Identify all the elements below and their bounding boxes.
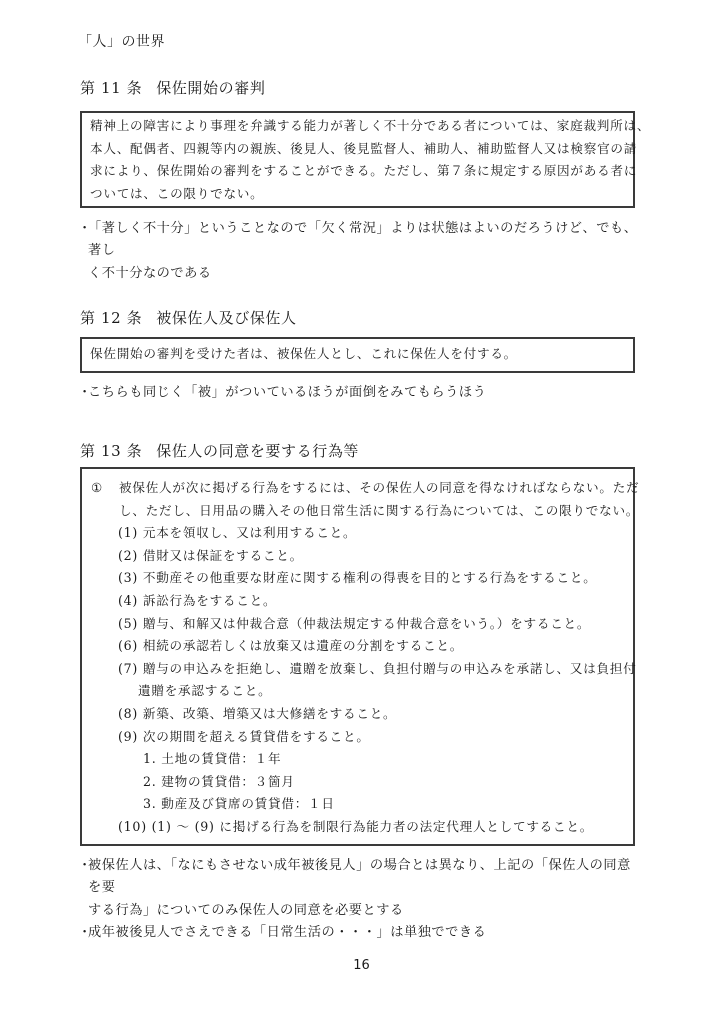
item-label: (7) [118, 660, 139, 676]
list-item [90, 545, 625, 568]
item-label: (4) [118, 592, 139, 608]
list-item [90, 726, 625, 749]
note-item [78, 855, 643, 922]
note-line: する行為」についてのみ保佐人の同意を必要とする [88, 902, 404, 918]
article-number: 第 11 条 [80, 79, 143, 97]
document-header-title: 「人」の世界 [78, 34, 165, 50]
bullet-marker: ・ [78, 221, 92, 236]
bullet-marker: ・ [78, 858, 92, 873]
list-item [90, 567, 625, 590]
article-12-text-box [80, 337, 635, 373]
sub-list-item: 1. 土地の賃貸借：１年 [143, 751, 282, 767]
item-text: 借財又は保証をすること。 [142, 547, 303, 563]
article-12-note [78, 382, 643, 404]
note-item [78, 922, 643, 944]
note-line: く不十分なのである [88, 265, 212, 281]
article-13-text-box [80, 467, 640, 846]
note-line: 「著しく不十分」ということなので「欠く常況」よりは状態はよいのだろうけど、でも、著し [88, 221, 638, 259]
item-text: 次の期間を超える賃貸借をすること。 [142, 728, 370, 744]
note-line: 被保佐人は、「なにもさせない成年被後見人」の場合とは異なり、上記の「保佐人の同意を要 [88, 858, 631, 896]
item-label: (5) [118, 615, 139, 631]
paragraph-line: 被保佐人が次に掲げる行為をするには、その保佐人の同意を得なければならない。ただ [119, 480, 640, 495]
paragraph-number-mark: ① [91, 480, 104, 495]
sub-list-item: 2. 建物の賃貸借：３箇月 [143, 773, 295, 789]
item-text: 訴訟行為をすること。 [142, 592, 277, 608]
item-text: 元本を領収し、又は利用すること。 [142, 525, 357, 541]
article-text-line: 求により、保佐開始の審判をすることができる。ただし、第７条に規定する原因がある者に [90, 163, 638, 179]
item-label: (8) [118, 705, 139, 721]
item-label: (2) [118, 547, 139, 563]
list-item [90, 635, 625, 658]
article-number: 第 13 条 [80, 442, 143, 460]
article-text-line: 精神上の障害により事理を弁識する能力が著しく不十分である者については、家庭裁判所は、 [90, 118, 651, 133]
article-text-line: ついては、この限りでない。 [90, 185, 264, 201]
item-label: (3) [118, 570, 139, 586]
item-label: (10) [118, 818, 147, 834]
list-item [90, 703, 625, 726]
article-13-heading [80, 440, 359, 461]
item-text: 贈与の申込みを拒絶し、遺贈を放棄し、負担付贈与の申込みを承諾し、又は負担付 [142, 660, 637, 676]
paragraph-line: し、ただし、日用品の購入その他日常生活に関する行為については、この限りでない。 [119, 502, 640, 518]
note-line: こちらも同じく「被」がついているほうが面倒をみてもらうほう [88, 385, 487, 400]
page-number: 16 [353, 958, 370, 973]
note-line: 成年被後見人でさえできる「日常生活の・・・」は単独でできる [88, 925, 487, 941]
article-11-heading [80, 77, 265, 98]
list-item [90, 658, 637, 681]
paragraph-lead [90, 477, 640, 522]
list-item [90, 613, 625, 636]
article-text-line: 保佐開始の審判を受けた者は、被保佐人とし、これに保佐人を付する。 [90, 346, 517, 361]
article-title: 被保佐人及び保佐人 [156, 309, 297, 327]
article-text-line: 本人、配偶者、四親等内の親族、後見人、後見監督人、補助人、補助監督人又は検察官の請 [90, 140, 638, 156]
item-text: 贈与、和解又は仲裁合意（仲裁法規定する仲裁合意をいう。）をすること。 [142, 615, 591, 631]
item-label: (6) [118, 638, 139, 654]
list-item [90, 522, 625, 545]
article-11-text-box [80, 111, 651, 208]
sub-list-item: 3. 動産及び貸席の賃貸借：１日 [143, 796, 335, 812]
article-13-notes [78, 855, 643, 945]
bullet-marker: ・ [78, 385, 92, 400]
item-text: 不動産その他重要な財産に関する権利の得喪を目的とする行為をすること。 [142, 570, 597, 586]
bullet-marker: ・ [78, 925, 92, 941]
item-label: (9) [118, 728, 139, 744]
article-12-heading [80, 307, 297, 328]
item-text: 相続の承認若しくは放棄又は遺産の分割をすること。 [142, 638, 464, 654]
item-text: (1) ～ (9) に掲げる行為を制限行為能力者の法定代理人としてすること。 [151, 818, 594, 834]
article-title: 保佐開始の審判 [156, 79, 266, 97]
list-item-continuation: 遺贈を承認すること。 [138, 683, 272, 699]
article-11-note [78, 218, 643, 285]
article-title: 保佐人の同意を要する行為等 [156, 442, 360, 460]
item-label: (1) [118, 525, 139, 541]
list-item [90, 816, 625, 839]
article-number: 第 12 条 [80, 309, 143, 327]
list-item [90, 590, 625, 613]
item-text: 新築、改築、増築又は大修繕をすること。 [142, 705, 397, 721]
